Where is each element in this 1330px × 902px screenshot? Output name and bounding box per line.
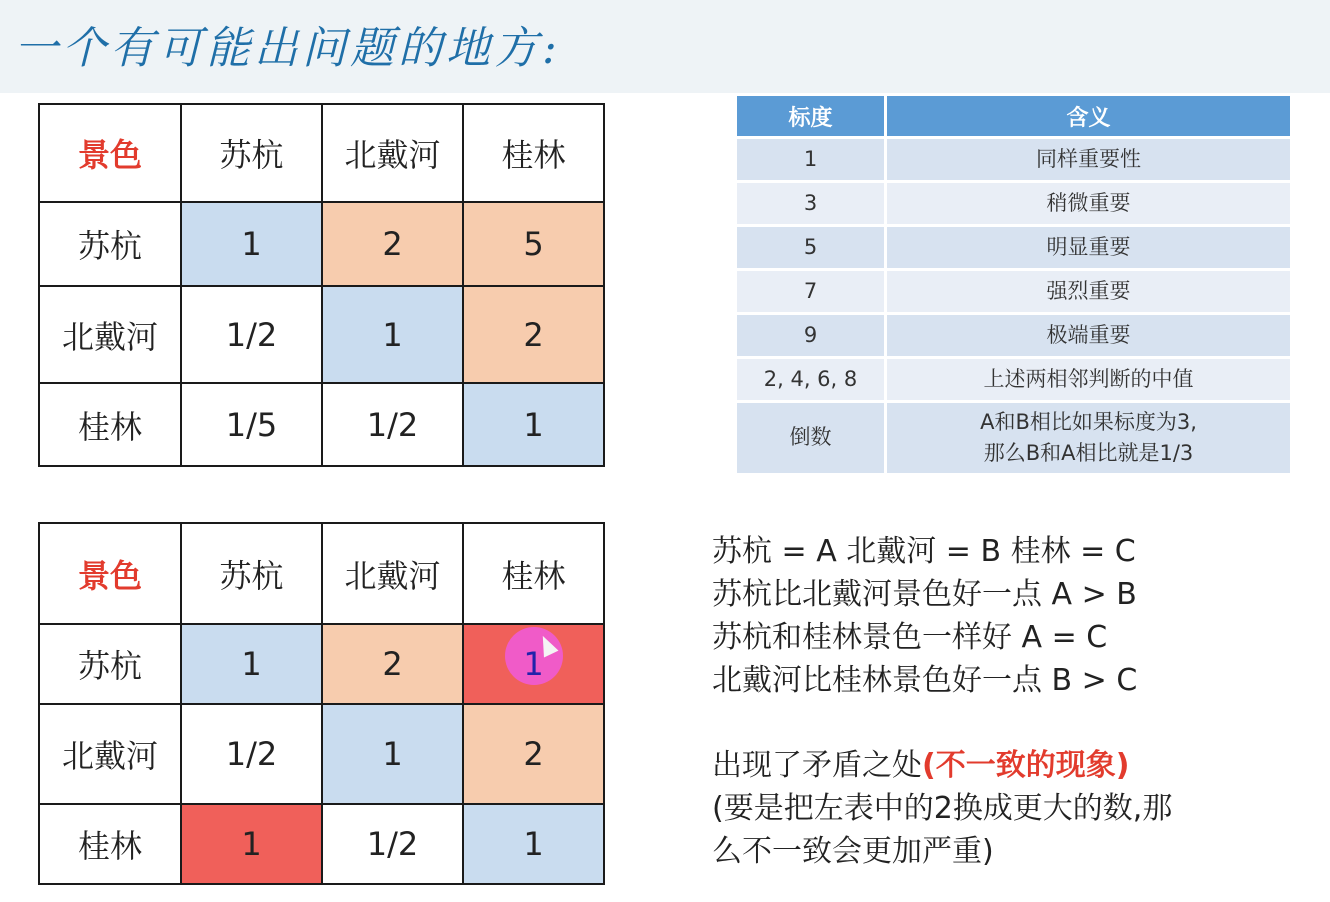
matrix-cell: 2 xyxy=(463,286,604,383)
row-header: 苏杭 xyxy=(39,202,181,286)
matrix-cell: 1 xyxy=(181,624,322,704)
matrix-corner: 景色 xyxy=(39,523,181,624)
row-header: 北戴河 xyxy=(39,704,181,804)
scale-meaning: 极端重要 xyxy=(887,315,1290,356)
meaning-header: 含义 xyxy=(887,96,1290,136)
matrix-cell-inconsistent: 1 xyxy=(181,804,322,884)
note-line xyxy=(712,744,1312,787)
scale-meaning: 稍微重要 xyxy=(887,183,1290,224)
scale-meaning: 明显重要 xyxy=(887,227,1290,268)
scale-meaning-table xyxy=(737,93,1290,476)
comparison-matrix-inconsistent xyxy=(38,522,605,885)
row-header: 苏杭 xyxy=(39,624,181,704)
spacer xyxy=(712,702,1312,744)
scale-meaning: 上述两相邻判断的中值 xyxy=(887,359,1290,400)
note-line: 北戴河比桂林景色好一点 B > C xyxy=(712,663,1138,698)
scale-meaning-line: 那么B和A相比就是1/3 xyxy=(983,441,1194,465)
matrix-cell-value: 1 xyxy=(523,645,544,683)
scale-meaning xyxy=(887,403,1290,473)
col-header: 北戴河 xyxy=(322,104,463,202)
explanation-notes xyxy=(712,530,1312,873)
col-header: 桂林 xyxy=(463,523,604,624)
row-header: 北戴河 xyxy=(39,286,181,383)
scale-value: 倒数 xyxy=(737,403,887,473)
note-line: (要是把左表中的2换成更大的数,那 xyxy=(712,791,1173,826)
col-header: 北戴河 xyxy=(322,523,463,624)
note-line: 苏杭 = A 北戴河 = B 桂林 = C xyxy=(712,534,1136,569)
matrix-cell: 2 xyxy=(322,624,463,704)
matrix-cell: 1/2 xyxy=(181,704,322,804)
scale-value: 9 xyxy=(737,315,887,356)
col-header: 桂林 xyxy=(463,104,604,202)
matrix-cell: 1/5 xyxy=(181,383,322,466)
note-line: 么不一致会更加严重) xyxy=(712,834,994,869)
scale-value: 3 xyxy=(737,183,887,224)
matrix-cell: 1 xyxy=(181,202,322,286)
matrix-cell: 5 xyxy=(463,202,604,286)
note-text: 出现了矛盾之处 xyxy=(712,748,922,783)
note-line: 苏杭比北戴河景色好一点 A > B xyxy=(712,577,1137,612)
scale-meaning-line: A和B相比如果标度为3, xyxy=(980,409,1197,434)
matrix-cell: 1 xyxy=(322,704,463,804)
scale-value: 5 xyxy=(737,227,887,268)
matrix-cell: 2 xyxy=(322,202,463,286)
matrix-cell: 1/2 xyxy=(181,286,322,383)
matrix-cell: 2 xyxy=(463,704,604,804)
comparison-matrix-consistent xyxy=(38,103,605,467)
note-line: 苏杭和桂林景色一样好 A = C xyxy=(712,620,1108,655)
row-header: 桂林 xyxy=(39,804,181,884)
scale-value: 2, 4, 6, 8 xyxy=(737,359,887,400)
row-header: 桂林 xyxy=(39,383,181,466)
mouse-cursor xyxy=(523,645,543,683)
col-header: 苏杭 xyxy=(181,104,322,202)
matrix-cell-inconsistent xyxy=(463,624,604,704)
matrix-cell: 1 xyxy=(322,286,463,383)
scale-meaning: 同样重要性 xyxy=(887,139,1290,180)
scale-header: 标度 xyxy=(737,96,887,136)
scale-value: 1 xyxy=(737,139,887,180)
col-header: 苏杭 xyxy=(181,523,322,624)
matrix-corner: 景色 xyxy=(39,104,181,202)
matrix-cell: 1/2 xyxy=(322,383,463,466)
inconsistency-label: (不一致的现象) xyxy=(922,748,1130,783)
scale-meaning: 强烈重要 xyxy=(887,271,1290,312)
matrix-cell: 1/2 xyxy=(322,804,463,884)
scale-value: 7 xyxy=(737,271,887,312)
slide-title: 一个有可能出问题的地方: xyxy=(14,23,561,74)
matrix-cell: 1 xyxy=(463,383,604,466)
matrix-cell: 1 xyxy=(463,804,604,884)
